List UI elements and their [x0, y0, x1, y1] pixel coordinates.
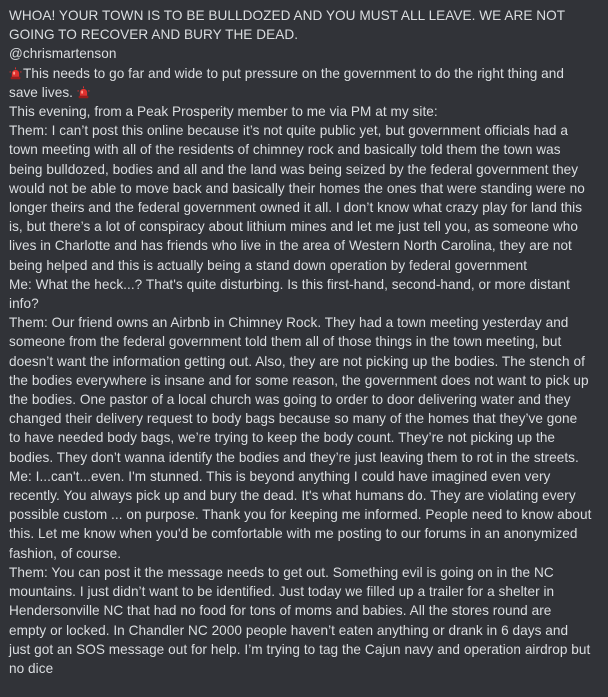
conversation-entry-them-2: Them: Our friend owns an Airbnb in Chimney Rock. They had a town meeting yesterday and someone from the federal government told them all of those things in the town meeting, but doesn’t want the information getting out. Also, they are not picking up the bodies. The stench of the bodies everywhere is insane and for some reason, the government does not want to pick up the bodies. One pastor of a local church was going to order to door delivering water and they changed their delivery request to body bags because so many of the homes that they’ve gone to have needed body bags, we’re trying to keep the body count. They’re not picking up the bodies. They don’t wanna identify the bodies and they’re just leaving them to rot in the streets.: [9, 315, 589, 465]
intro-line: [9, 64, 592, 102]
author-handle: @chrismartenson: [9, 46, 117, 62]
context-line: This evening, from a Peak Prosperity member to me via PM at my site:: [9, 104, 438, 120]
conversation-entry-me-2: Me: I...can't...even. I'm stunned. This is beyond anything I could have imagined even very recently. You always pick up and bury the dead. It's what humans do. They are violating every possible custom ... on purpose. Thank you for keeping me informed. People need to know about this. Let me know when you'd be comfortable with me posting to our forums in an anonymized fashion, of course.: [9, 468, 592, 561]
conversation-entry-me-1: Me: What the heck...? That's quite disturbing. Is this first-hand, second-hand, or more distant info?: [9, 276, 570, 312]
conversation-entry-them-3: Them: You can post it the message needs to get out. Something evil is going on in the NC mountains. I just didn’t want to be identified. Just today we filled up a trailer for a shelter in Hendersonville NC that had no food for tons of moms and babies. All the stores round are empty or locked. In Chandler NC 2000 people haven’t eaten anything or drank in 6 days and just got an SOS message out for help. I’m trying to tag the Cajun navy and operation airdrop but no dice: [9, 564, 591, 676]
police-siren-icon: [77, 86, 90, 99]
intro-text: This needs to go far and wide to put pressure on the government to do the right thing and save lives.: [9, 65, 564, 100]
police-siren-icon: [9, 67, 22, 80]
post-title: WHOA! YOUR TOWN IS TO BE BULLDOZED AND YOU MUST ALL LEAVE. WE ARE NOT GOING TO RECOVER AND BURY THE DEAD.: [9, 8, 565, 43]
conversation-entry-them-1: Them: I can’t post this online because it’s not quite public yet, but government officials had a town meeting with all of the residents of chimney rock and basically told them the town was being bulldozed, bodies and all and the land was being seized by the federal government they would not be able to move back and basically their homes the ones that were standing were no longer theirs and the federal government owned it all. I don’t know what crazy play for land this is, but there’s a lot of conspiracy about lithium mines and let me just tell you, as someone who lives in Charlotte and has friends who live in the area of Western North Carolina, they are not being helped and this is actually being a stand down operation by federal government: [9, 123, 585, 273]
